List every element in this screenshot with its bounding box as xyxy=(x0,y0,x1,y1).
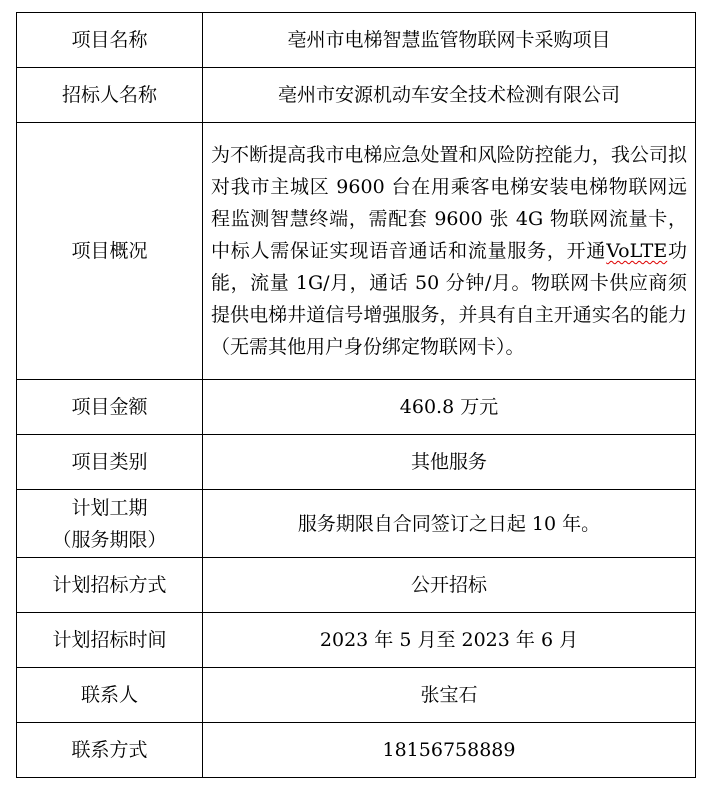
value-project-category: 其他服务 xyxy=(203,435,696,490)
value-planned-period: 服务期限自合同签订之日起 10 年。 xyxy=(203,490,696,558)
label-project-amount: 项目金额 xyxy=(17,380,203,435)
label-project-overview: 项目概况 xyxy=(17,123,203,380)
value-contact-person: 张宝石 xyxy=(203,668,696,723)
value-tenderer-name: 亳州市安源机动车安全技术检测有限公司 xyxy=(203,68,696,123)
table-row xyxy=(17,490,696,558)
label-project-category: 项目类别 xyxy=(17,435,203,490)
overview-text-part2: 功能，流量 1G/月，通话 50 分钟/月。物联网卡供应商须提供电梯井道信号增强服务，并具有自主开通实名的能力（无需其他用户身份绑定物联网卡）。 xyxy=(211,240,687,358)
table-row xyxy=(17,68,696,123)
label-planned-period xyxy=(17,490,203,558)
value-project-amount: 460.8 万元 xyxy=(203,380,696,435)
label-contact-person: 联系人 xyxy=(17,668,203,723)
value-tender-time: 2023 年 5 月至 2023 年 6 月 xyxy=(203,613,696,668)
label-tender-method: 计划招标方式 xyxy=(17,558,203,613)
overview-text-part1: 为不断提高我市电梯应急处置和风险防控能力，我公司拟对我市主城区 9600 台在用乘客电梯安装电梯物联网远程监测智慧终端，需配套 9600 张 4G 物联网流量卡，中标人需保证实现语音通话和流量服务，开通 xyxy=(211,144,687,262)
project-info-table xyxy=(16,12,696,778)
table-row xyxy=(17,613,696,668)
label-project-name: 项目名称 xyxy=(17,13,203,68)
table-row xyxy=(17,435,696,490)
label-planned-period-line2: （服务期限） xyxy=(52,528,167,551)
table-row xyxy=(17,123,696,380)
value-project-overview xyxy=(203,123,696,380)
label-planned-period-line1: 计划工期 xyxy=(71,496,148,519)
overview-text-volte: VoLTE xyxy=(606,240,668,262)
table-row xyxy=(17,380,696,435)
label-tender-time: 计划招标时间 xyxy=(17,613,203,668)
value-contact-info: 18156758889 xyxy=(203,723,696,778)
label-tenderer-name: 招标人名称 xyxy=(17,68,203,123)
value-tender-method: 公开招标 xyxy=(203,558,696,613)
label-contact-info: 联系方式 xyxy=(17,723,203,778)
table-row xyxy=(17,13,696,68)
value-project-name: 亳州市电梯智慧监管物联网卡采购项目 xyxy=(203,13,696,68)
table-row xyxy=(17,723,696,778)
table-row xyxy=(17,558,696,613)
table-row xyxy=(17,668,696,723)
